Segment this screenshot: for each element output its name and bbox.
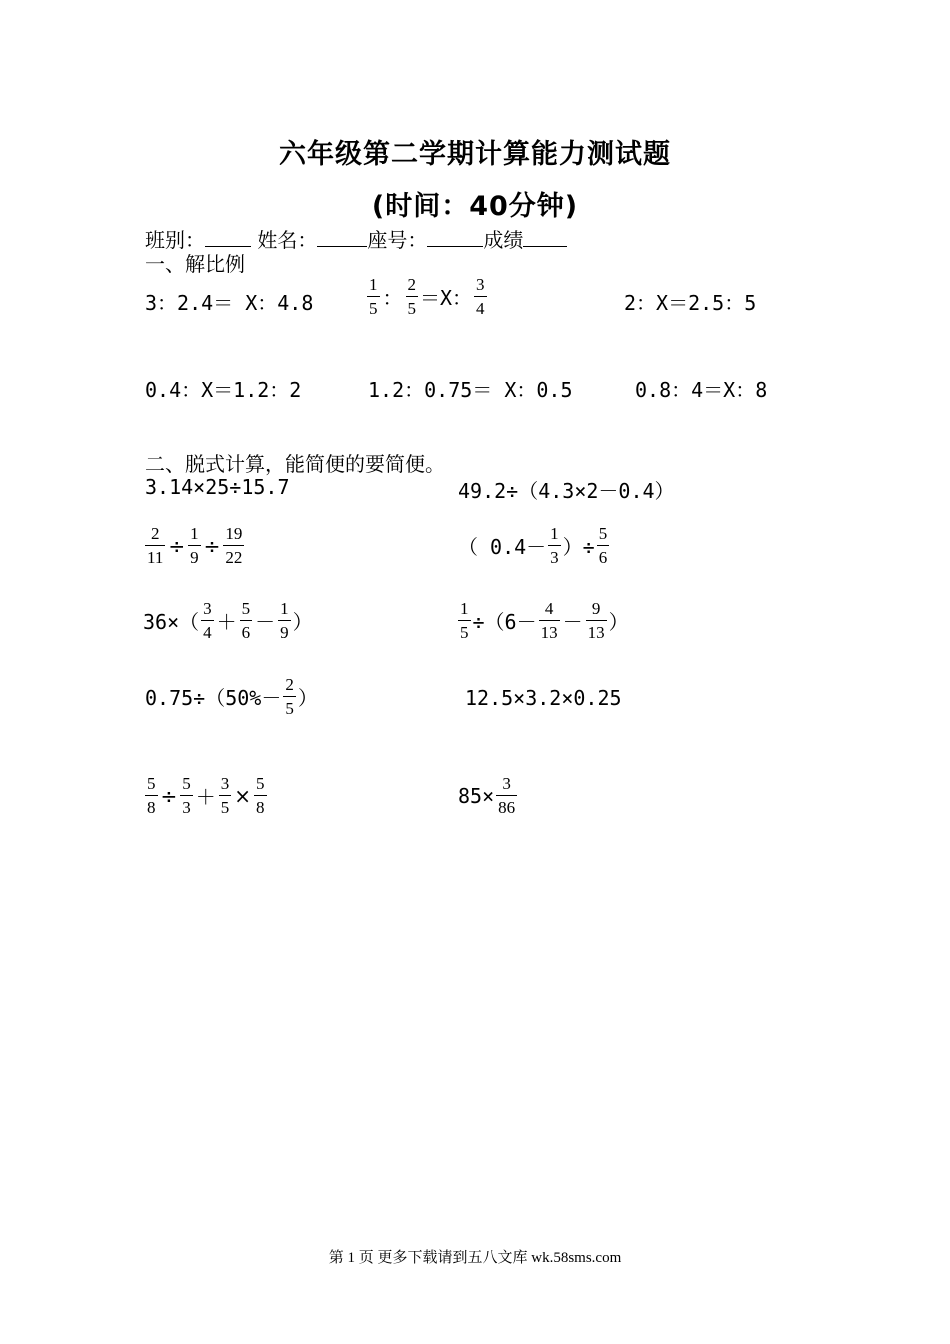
expression-10: 85× $\frac{3}{86}$ xyxy=(458,774,516,817)
fraction: $\frac{5}{8}$ xyxy=(256,774,265,817)
fraction: $\frac{1}{5}$ xyxy=(460,599,469,642)
expression-6: $\frac{1}{5}$ ÷（6－ $\frac{4}{13}$ － $\frac{9}{13}$ ） xyxy=(460,599,629,642)
fraction: $\frac{5}{6}$ xyxy=(598,524,608,567)
fraction: $\frac{4}{13}$ xyxy=(540,599,558,642)
fraction: $\frac{19}{22}$ xyxy=(225,524,243,567)
page-footer: 第 1 页 更多下载请到五八文库 wk.58sms.com xyxy=(328,1250,622,1266)
fraction: $\frac{2}{11}$ xyxy=(147,524,164,567)
fraction: $\frac{3}{4}$ xyxy=(476,275,485,318)
expression-9: $\frac{5}{8}$ ÷ $\frac{5}{3}$ ＋ $\frac{3}{5}$ × $\frac{5}{8}$ xyxy=(147,774,265,817)
expression-7: 0.75÷（50%－ $\frac{2}{5}$ ） xyxy=(145,675,318,718)
fraction: $\frac{9}{13}$ xyxy=(587,599,605,642)
seat-label: 座号： xyxy=(367,228,428,252)
fraction: $\frac{1}{9}$ xyxy=(280,599,289,642)
class-label: 班别： xyxy=(145,228,205,252)
fraction: $\frac{2}{5}$ xyxy=(285,675,294,718)
fraction: $\frac{5}{3}$ xyxy=(182,774,191,817)
proportion-2: $\frac{1}{5}$ ： $\frac{2}{5}$ ＝X： $\frac{3}{4}$ xyxy=(369,275,485,318)
fraction: $\frac{5}{8}$ xyxy=(147,774,156,817)
proportion-4: 0.4：X＝1.2：2 xyxy=(145,378,302,402)
fraction: $\frac{1}{3}$ xyxy=(550,524,559,567)
page-subtitle: (时间：40分钟) xyxy=(371,191,579,222)
expression-1: 3.14×25÷15.7 xyxy=(145,475,290,499)
proportion-6: 0.8：4＝X：8 xyxy=(635,378,768,402)
class-blank xyxy=(205,228,251,247)
fraction: $\frac{1}{9}$ xyxy=(190,524,199,567)
fraction: $\frac{3}{5}$ xyxy=(220,774,230,817)
expression-8: 12.5×3.2×0.25 xyxy=(465,686,622,710)
fraction: $\frac{2}{5}$ xyxy=(407,275,416,318)
page-title: 六年级第二学期计算能力测试题 xyxy=(279,139,671,170)
expression-4: （ 0.4－ $\frac{1}{3}$ ）÷ $\frac{5}{6}$ xyxy=(458,524,608,567)
expression-3: $\frac{2}{11}$ ÷ $\frac{1}{9}$ ÷ $\frac{19}{22}$ xyxy=(147,524,243,567)
fraction: $\frac{5}{6}$ xyxy=(241,599,251,642)
fraction: $\frac{1}{5}$ xyxy=(369,275,378,318)
seat-blank xyxy=(427,228,483,247)
name-label: 姓名： xyxy=(257,228,318,252)
expression-2: 49.2÷（4.3×2－0.4） xyxy=(458,479,675,503)
fraction: $\frac{3}{4}$ xyxy=(203,599,212,642)
proportion-1: 3：2.4＝ X：4.8 xyxy=(145,291,314,315)
fraction: $\frac{3}{86}$ xyxy=(498,774,516,817)
section1-heading: 一、解比例 xyxy=(145,252,245,276)
score-blank xyxy=(523,228,567,247)
proportion-3: 2：X＝2.5：5 xyxy=(624,291,757,315)
proportion-5: 1.2：0.75＝ X：0.5 xyxy=(368,378,573,402)
name-blank xyxy=(317,228,367,247)
score-label: 成绩 xyxy=(483,228,524,252)
section2-heading: 二、脱式计算，能简便的要简便。 xyxy=(145,452,445,476)
expression-5: 36×（ $\frac{3}{4}$ ＋ $\frac{5}{6}$ － $\frac{1}{9}$ ） xyxy=(143,599,313,642)
